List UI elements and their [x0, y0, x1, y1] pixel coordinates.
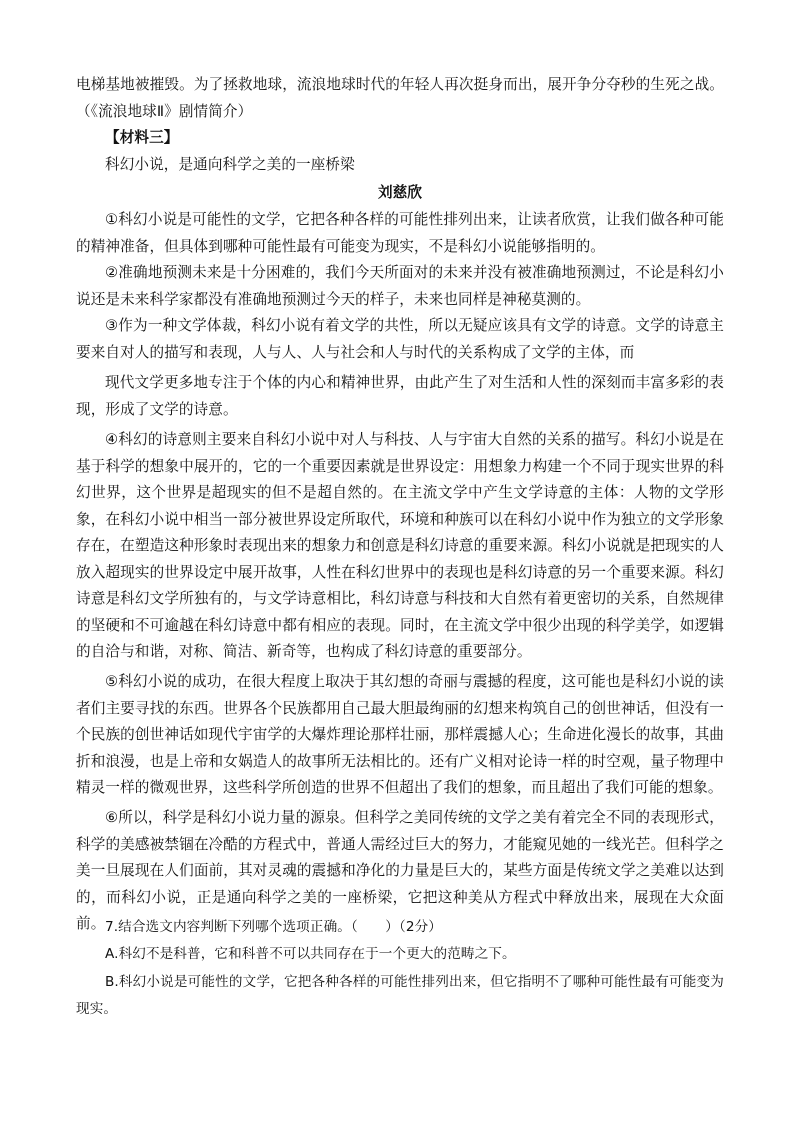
paragraph-4: ④科幻的诗意则主要来自科幻小说中对人与科技、人与宇宙大自然的关系的描写。科幻小说是在基于科学的想象中展开的，它的一个重要因素就是世界设定：用想象力构建一个不同于现实世界的科幻世界，这个世界是超现实的但不是超自然的。在主流文学中产生文学诗意的主体：人物的文学形象，在科幻小说中相当一部分被世界设定所取代，环境和种族可以在科幻小说中作为独立的文学形象存在，在塑造这种形象时表现出来的想象力和创意是科幻诗意的重要来源。科幻小说就是把现实的人放入超现实的世界设定中展开故事，人性在科幻世界中的表现也是科幻诗意的另一个重要来源。科幻诗意是科幻文学所独有的，与文学诗意相比，科幻诗意与科技和大自然有着更密切的关系，自然规律的坚硬和不可逾越在科幻诗意中都有相应的表现。同时，在主流文学中很少出现的科学美学，如逻辑的自洽与和谐，对称、简洁、新奇等，也构成了科幻诗意的重要部分。	[76, 431, 724, 660]
article-title: 科幻小说，是通向科学之美的一座桥梁	[105, 156, 355, 173]
paragraph-5: ⑤科幻小说的成功，在很大程度上取决于其幻想的奇丽与震撼的程度，这可能也是科幻小说的读者们主要寻找的东西。世界各个民族都用自己最大胆最绚丽的幻想来构筑自己的创世神话，但没有一个民族的创世神话如现代宇宙学的大爆炸理论那样壮丽，那样震撼人心；生命进化漫长的故事，其曲折和浪漫，也是上帝和女娲造人的故事所无法相比的。还有广义相对论诗一样的时空观，量子物理中精灵一样的微观世界，这些科学所创造的世界不但超出了我们的想象，而且超出了我们可能的想象。	[76, 673, 724, 796]
paragraph-1: ①科幻小说是可能性的文学，它把各种各样的可能性排列出来，让读者欣赏，让我们做各种可能的精神准备，但具体到哪种可能性最有可能变为现实，不是科幻小说能够指明的。	[76, 211, 724, 255]
article-author: 刘慈欣	[377, 184, 423, 201]
paragraph-2: ②准确地预测未来是十分困难的，我们今天所面对的未来并没有被准确地预测过，不论是科幻小说还是未来科学家都没有准确地预测过今天的样子，未来也同样是神秘莫测的。	[76, 264, 724, 308]
option-a: A.科幻不是科普，它和科普不可以共同存在于一个更大的范畴之下。	[105, 946, 516, 962]
section-heading: 【材料三】	[105, 129, 179, 146]
option-b: B.科幻小说是可能性的文学，它把各种各样的可能性排列出来，但它指明不了哪种可能性最有可能变为现实。	[76, 974, 724, 1017]
paragraph-3: ③作为一种文学体裁，科幻小说有着文学的共性，所以无疑应该具有文学的诗意。文学的诗意主要来自对人的描写和表现，人与人、人与社会和人与时代的关系构成了文学的主体，而	[76, 317, 724, 361]
paragraph-6: ⑥所以，科学是科幻小说力量的源泉。但科学之美同传统的文学之美有着完全不同的表现形式，科学的美感被禁锢在冷酷的方程式中，普通人需经过巨大的努力，才能窥见她的一线光芒。但科学之美一旦展现在人们面前，其对灵魂的震撼和净化的力量是巨大的，某些方面是传统文学之美难以达到的，而科幻小说，正是通向科学之美的一座桥梁，它把这种美从方程式中释放出来，展现在大众面前。	[76, 809, 724, 932]
question-7: 7.结合选文内容判断下列哪个选项正确。（ ）（2分）	[105, 919, 442, 935]
paragraph-3-continued: 现代文学更多地专注于个体的内心和精神世界，由此产生了对生活和人性的深刻而丰富多彩的表现，形成了文学的诗意。	[76, 374, 724, 418]
intro-paragraph-end: 电梯基地被摧毁。为了拯救地球，流浪地球时代的年轻人再次挺身而出，展开争分夺秒的生死之战。（《流浪地球Ⅱ》剧情简介）	[76, 76, 724, 120]
